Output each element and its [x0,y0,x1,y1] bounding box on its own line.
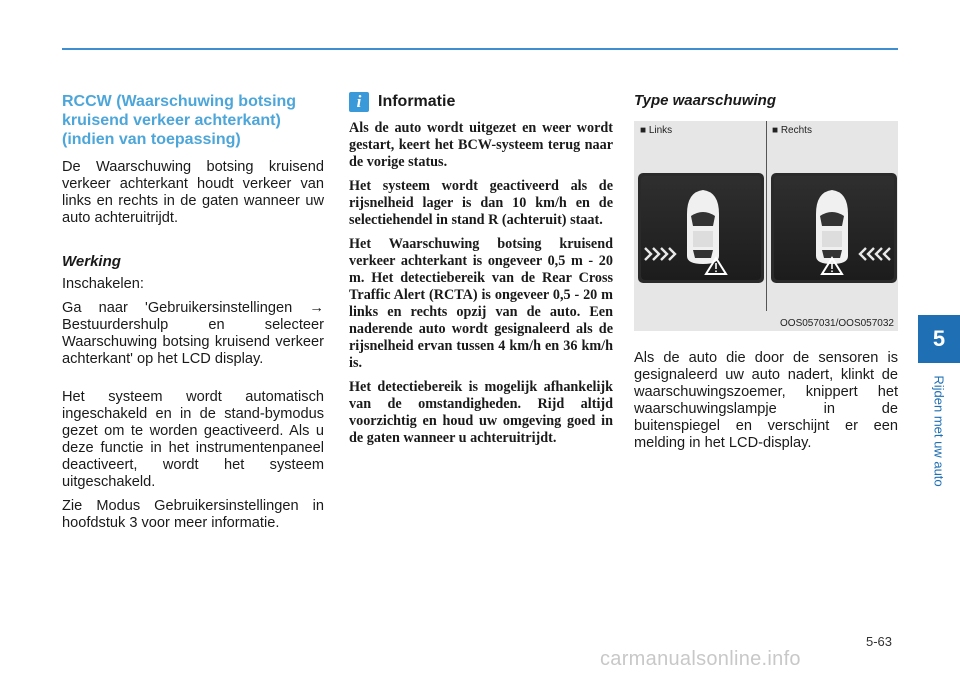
intro-paragraph: De Waarschuwing botsing kruisend verkeer achterkant houdt verkeer van links en rechts in de gaten wanneer uw auto achteruitrijdt. [62,159,324,226]
car-warning-left-illustration [641,176,761,280]
figure-label-left: ■ Links [640,125,673,136]
column-right [634,88,898,459]
figure-label-right: ■ Rechts [772,125,812,136]
inschakelen-label: Inschakelen: [62,276,144,292]
see-also-paragraph: Zie Modus Gebruikersinstellingen in hoofdstuk 3 voor meer informatie. [62,498,324,531]
header-rule [62,48,898,50]
approach-arrows-icon [860,248,890,260]
chapter-number-tab: 5 [918,315,960,363]
info-paragraph-2: Het systeem wordt geactiveerd als de rijsnelheid lager is dan 10 km/h en de selectiehendel in stand R (achteruit) staat. [349,178,613,228]
werking-heading: Werking [62,253,121,270]
info-icon: i [349,92,369,112]
car-top-view-icon [687,190,719,264]
page-number: 5-63 [866,634,893,649]
chapter-title: Rijden met uw auto [931,374,947,487]
activation-paragraph: Het systeem wordt automatisch ingeschakeld en in de stand-bymodus gezet om te worden geactiveerd. Als u deze functie in het instrumentenpaneel deactiveert, wordt het systeem uitgeschakeld. [62,389,324,490]
column-left [62,88,324,539]
chapter-title-side [918,363,960,498]
lcd-panel-left [638,173,764,283]
warning-description: Als de auto die door de sensoren is gesignaleerd uw auto nadert, klinkt de waarschuwingszoemer, knippert het waarschuwingslampje in de buitenspiegel en verschijnt er een melding in het LCD-display. [634,350,898,451]
approach-arrows-icon [645,248,675,260]
section-title: RCCW (Waarschuwing botsing kruisend verkeer achterkant) (indien van toepassing) [62,93,297,148]
info-header [349,92,613,112]
warning-type-heading: Type waarschuwing [634,92,776,109]
car-warning-right-illustration [774,176,894,280]
info-paragraph-1: Als de auto wordt uitgezet en weer wordt gestart, keert het BCW-systeem terug naar de vorige status. [349,120,613,170]
figure-divider [766,121,767,311]
watermark: carmanualsonline.info [600,648,801,670]
figure-code: OOS057031/OOS057032 [780,318,894,329]
column-middle [349,88,613,454]
info-title: Informatie [378,93,456,110]
lcd-panel-right [771,173,897,283]
warning-figure [634,121,898,331]
steps-paragraph: Ga naar 'Gebruikersinstellingen → Bestuurdershulp en selecteer Waarschuwing botsing kruisend verkeer achterkant' op het LCD display. [62,300,324,367]
info-paragraph-3: Het Waarschuwing botsing kruisend verkeer achterkant is ongeveer 0,5 m - 20 m. Het detectiebereik van de Rear Cross Traffic Alert (RCTA) is ongeveer 0,5 - 20 m links en rechts opzij van de auto. Een naderende auto wordt gesignaleerd als de rijsnelheid ervan tussen 4 km/h en 36 km/h is. [349,236,613,371]
car-top-view-icon [816,190,848,264]
info-paragraph-4: Het detectiebereik is mogelijk afhankelijk van de omstandigheden. Rijd altijd voorzichtig en houd uw omgeving goed in de gaten wanneer u achteruitrijdt. [349,379,613,446]
